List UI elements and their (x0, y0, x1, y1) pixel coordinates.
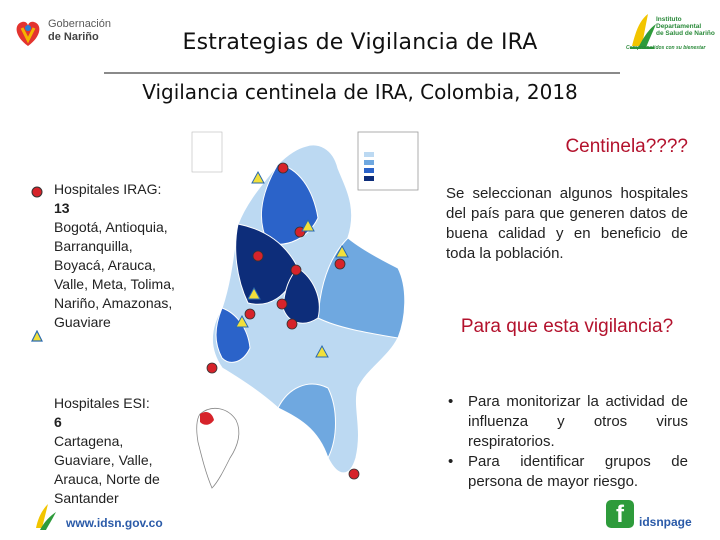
legend-irag (54, 180, 180, 332)
idsn-tagline: Comprometidos con su bienestar (626, 45, 706, 51)
esi-places: Cartagena, Guaviare, Valle, Arauca, Norte de Santander (54, 433, 160, 506)
irag-places: Bogotá, Antioquia, Barranquilla, Boyacá, Arauca, Valle, Meta, Tolima, Nariño, Amazonas, Guaviare (54, 219, 175, 330)
title-divider (104, 72, 620, 74)
idsn-footer-logo (30, 500, 64, 534)
colombia-map (188, 128, 428, 500)
gob-line1: Gobernación (48, 18, 111, 30)
bullet-text: Para monitorizar la actividad de influenza y otros virus respiratorios. (468, 393, 688, 450)
list-item (446, 392, 688, 452)
gob-line2: de Nariño (48, 31, 99, 43)
esi-count: 6 (54, 414, 62, 430)
page-title: Estrategias de Vigilancia de IRA (182, 30, 538, 55)
idsn-name (656, 16, 715, 37)
list-item (446, 452, 688, 492)
yellow-triangle-marker-icon (31, 330, 43, 342)
facebook-handle[interactable]: idsnpage (639, 515, 692, 529)
legend-esi (54, 394, 180, 508)
bullet-dot: • (448, 393, 454, 410)
facebook-icon[interactable]: f (606, 500, 634, 528)
ids-line3: de Salud de Nariño (656, 30, 715, 37)
question-purpose: Para que esta vigilancia? (460, 316, 674, 337)
question-centinela: Centinela???? (565, 136, 688, 157)
esi-label: Hospitales ESI: (54, 395, 150, 411)
bullet-text: Para identificar grupos de persona de mayor riesgo. (468, 453, 688, 490)
irag-count: 13 (54, 200, 70, 216)
red-circle-marker-icon (31, 186, 43, 198)
purpose-list (446, 392, 688, 492)
irag-label: Hospitales IRAG: (54, 181, 162, 197)
ids-line1: Instituto (656, 16, 682, 23)
slide-subtitle: Vigilancia centinela de IRA, Colombia, 2018 (142, 80, 578, 104)
islands-inset (192, 132, 222, 172)
bullet-dot: • (448, 453, 454, 470)
centinela-description: Se seleccionan algunos hospitales del país para que generen datos de buena calidad y en beneficio de toda la población. (446, 185, 688, 262)
website-link[interactable]: www.idsn.gov.co (66, 516, 163, 530)
ids-line2: Departamental (656, 23, 702, 30)
